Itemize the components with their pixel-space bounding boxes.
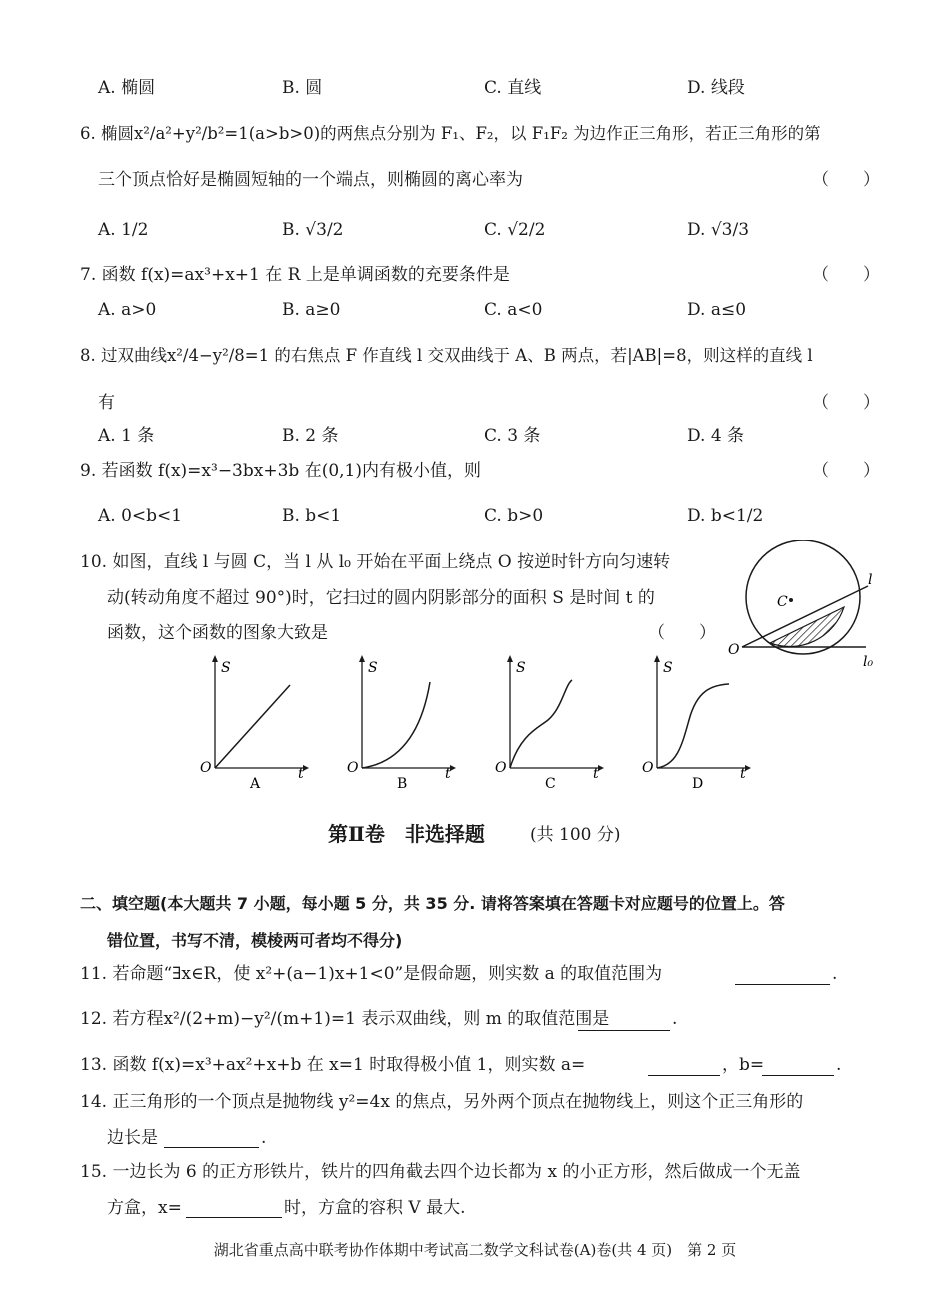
q10-stem-line3: 函数，这个函数的图象大致是 bbox=[107, 623, 328, 643]
q13-answer-blank-a bbox=[648, 1075, 720, 1076]
q9-stem: 9. 若函数 f(x)=x³−3bx+3b 在(0,1)内有极小值，则 bbox=[80, 461, 481, 481]
q14-stem-line1: 14. 正三角形的一个顶点是抛物线 y²=4x 的焦点，另外两个顶点在抛物线上，则这个正三角形的 bbox=[80, 1092, 804, 1112]
axis-s: S bbox=[516, 660, 526, 676]
q6-stem-line1: 6. 椭圆x²/a²+y²/b²=1(a>b>0)的两焦点分别为 F₁、F₂，以 F₁F₂ 为边作正三角形，若正三角形的第 bbox=[80, 124, 821, 143]
q13-end: . bbox=[836, 1055, 842, 1075]
q9-option-d: D. b<1/2 bbox=[687, 506, 764, 526]
q6-option-b: B. √3/2 bbox=[282, 220, 344, 240]
axis-t: t bbox=[445, 766, 451, 782]
q7-option-d: D. a≤0 bbox=[687, 300, 747, 320]
q15-stem-line2a: 方盒，x= bbox=[107, 1198, 182, 1218]
q15-answer-blank bbox=[186, 1217, 282, 1218]
q8-stem-line1: 8. 过双曲线x²/4−y²/8=1 的右焦点 F 作直线 l 交双曲线于 A、B 两点，若|AB|=8，则这样的直线 l bbox=[80, 346, 813, 365]
q15-stem-line1: 15. 一边长为 6 的正方形铁片，铁片的四角截去四个边长都为 x 的小正方形，然后做成一个无盖 bbox=[80, 1162, 801, 1182]
graph-label: C bbox=[545, 776, 556, 792]
origin-o: O bbox=[200, 760, 212, 776]
q8-option-d: D. 4 条 bbox=[687, 426, 745, 446]
axis-s: S bbox=[221, 660, 231, 676]
q9-option-c: C. b>0 bbox=[484, 506, 544, 526]
q12-answer-blank bbox=[578, 1030, 670, 1031]
q9-option-a: A. 0<b<1 bbox=[98, 506, 183, 526]
graph-label: D bbox=[692, 776, 704, 792]
q11-end: . bbox=[832, 964, 838, 984]
section2-header-line1: 二、填空题(本大题共 7 小题，每小题 5 分，共 35 分. 请将答案填在答题卡对应题号的位置上。答 bbox=[80, 894, 785, 913]
q13-stem: 13. 函数 f(x)=x³+ax²+x+b 在 x=1 时取得极小值 1，则实数 a= bbox=[80, 1055, 586, 1075]
q12-stem: 12. 若方程x²/(2+m)−y²/(m+1)=1 表示双曲线，则 m 的取值范围是 bbox=[80, 1009, 610, 1029]
curve-c bbox=[510, 680, 572, 768]
axis-t: t bbox=[740, 766, 746, 782]
q5-option-b: B. 圆 bbox=[282, 78, 323, 98]
q9-answer-bracket: （ ） bbox=[812, 461, 880, 481]
q6-option-a: A. 1/2 bbox=[98, 220, 149, 240]
axis-s: S bbox=[663, 660, 673, 676]
q6-answer-bracket: （ ） bbox=[812, 170, 880, 190]
q8-option-b: B. 2 条 bbox=[282, 426, 339, 446]
q8-answer-bracket: （ ） bbox=[812, 393, 880, 413]
q12-end: . bbox=[672, 1009, 678, 1029]
graph-label: A bbox=[250, 776, 261, 792]
q6-option-d: D. √3/3 bbox=[687, 220, 750, 240]
label-o: O bbox=[728, 642, 740, 658]
axis-t: t bbox=[298, 766, 304, 782]
page-footer: 湖北省重点高中联考协作体期中考试高二数学文科试卷(A)卷(共 4 页) 第 2 页 bbox=[213, 1241, 737, 1259]
origin-o: O bbox=[347, 760, 359, 776]
graph-label: B bbox=[397, 776, 408, 792]
label-c: C bbox=[777, 594, 788, 610]
axis-t: t bbox=[593, 766, 599, 782]
center-point bbox=[789, 598, 793, 602]
q13-answer-blank-b bbox=[762, 1075, 834, 1076]
q7-option-b: B. a≥0 bbox=[282, 300, 341, 320]
q8-option-a: A. 1 条 bbox=[98, 426, 155, 446]
label-l0: l₀ bbox=[863, 654, 874, 670]
q7-option-a: A. a>0 bbox=[98, 300, 157, 320]
axis-s: S bbox=[368, 660, 378, 676]
part2-title: 第Ⅱ卷 非选择题 bbox=[328, 822, 485, 846]
q6-stem-line2: 三个顶点恰好是椭圆短轴的一个端点，则椭圆的离心率为 bbox=[98, 170, 523, 190]
q11-stem: 11. 若命题“∃x∈R，使 x²+(a−1)x+1<0”是假命题，则实数 a 的取值范围为 bbox=[80, 964, 663, 984]
curve-b bbox=[362, 682, 430, 768]
q11-answer-blank bbox=[735, 984, 830, 985]
curve-d bbox=[657, 684, 729, 768]
q10-answer-bracket: （ ） bbox=[648, 623, 716, 643]
q13-mid: ，b= bbox=[722, 1055, 765, 1075]
origin-o: O bbox=[495, 760, 507, 776]
q5-option-d: D. 线段 bbox=[687, 78, 745, 98]
q8-option-c: C. 3 条 bbox=[484, 426, 541, 446]
curve-a bbox=[215, 685, 290, 768]
origin-o: O bbox=[642, 760, 654, 776]
q5-option-a: A. 椭圆 bbox=[98, 78, 156, 98]
q7-answer-bracket: （ ） bbox=[812, 265, 880, 285]
shaded-segment bbox=[770, 607, 844, 647]
q10-graph-b bbox=[342, 650, 462, 795]
q10-stem-line2: 动(转动角度不超过 90°)时，它扫过的圆内阴影部分的面积 S 是时间 t 的 bbox=[107, 588, 655, 608]
q6-option-c: C. √2/2 bbox=[484, 220, 546, 240]
q5-option-c: C. 直线 bbox=[484, 78, 542, 98]
q7-stem: 7. 函数 f(x)=ax³+x+1 在 R 上是单调函数的充要条件是 bbox=[80, 265, 510, 285]
label-l: l bbox=[868, 572, 873, 588]
q10-graph-a bbox=[195, 650, 315, 795]
q10-graph-c bbox=[490, 650, 610, 795]
q14-stem-line2: 边长是 bbox=[107, 1128, 158, 1148]
section2-header-line2: 错位置，书写不清，模棱两可者均不得分) bbox=[107, 931, 403, 950]
part2-note: (共 100 分) bbox=[530, 825, 621, 845]
q9-option-b: B. b<1 bbox=[282, 506, 342, 526]
q14-end: . bbox=[261, 1128, 267, 1148]
q10-graph-d bbox=[637, 650, 757, 795]
q15-stem-line2b: 时，方盒的容积 V 最大. bbox=[284, 1198, 466, 1218]
q10-stem-line1: 10. 如图，直线 l 与圆 C，当 l 从 l₀ 开始在平面上绕点 O 按逆时针方向匀速转 bbox=[80, 552, 671, 572]
q8-stem-line2: 有 bbox=[98, 393, 115, 413]
q7-option-c: C. a<0 bbox=[484, 300, 543, 320]
q14-answer-blank bbox=[164, 1147, 259, 1148]
